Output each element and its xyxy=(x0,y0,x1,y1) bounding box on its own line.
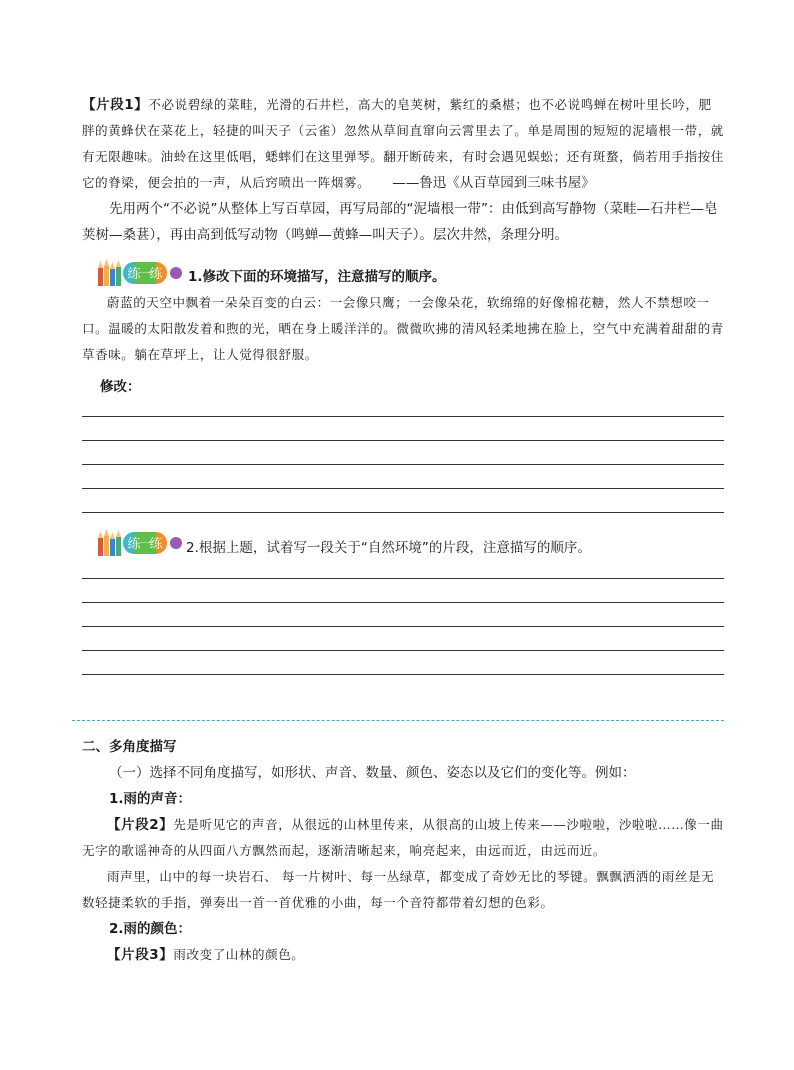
fragment-1-paragraph xyxy=(82,92,724,196)
pencils-icon xyxy=(96,528,184,558)
svg-text:练: 练 xyxy=(149,267,163,282)
revise-label: 修改： xyxy=(100,379,141,395)
fragment-2-paragraph xyxy=(82,812,724,864)
fragment-1-source: ——鲁迅《从百草园到三味书屋》 xyxy=(392,175,595,191)
fragment-3-paragraph xyxy=(82,942,724,968)
section-2-heading: 二、多角度描写 xyxy=(82,739,177,755)
pencils-icon xyxy=(96,258,184,288)
fragment-1-text: 不必说碧绿的菜畦，光滑的石井栏，高大的皂荚树，紫红的桑椹；也不必说鸣蝉在树叶里长吟，肥胖的黄蜂伏在菜花上，轻捷的叫天子（云雀）忽然从草间直窜向云霄里去了。单是周围的短短的泥墙根一带，就有无限趣味。油蛉在这里低唱，蟋蟀们在这里弹琴。翻开断砖来，有时会遇见蜈蚣；还有斑蝥，倘若用手指按住它的脊梁，便会拍的一声，从后窍喷出一阵烟雾。 xyxy=(82,97,724,190)
svg-text:一: 一 xyxy=(138,267,152,282)
answer-line[interactable] xyxy=(82,650,724,651)
fragment-2-label: 【片段2】 xyxy=(107,817,174,833)
task-2-title: 2.根据上题，试着写一段关于“自然环境”的片段，注意描写的顺序。 xyxy=(186,540,591,556)
answer-line[interactable] xyxy=(82,464,724,465)
answer-line[interactable] xyxy=(82,512,724,513)
fragment-3-label: 【片段3】 xyxy=(107,947,174,963)
fragment-1-analysis: 先用两个“不必说”从整体上写百草园，再写局部的“泥墙根一带”：由低到高写静物（菜畦—石井栏—皂荚树—桑葚），再由高到低写动物（鸣蝉—黄蜂—叫天子）。层次井然，条理分明。 xyxy=(82,201,718,243)
task-1-title: 1.修改下面的环境描写，注意描写的顺序。 xyxy=(188,269,446,285)
answer-line[interactable] xyxy=(82,416,724,417)
svg-text:练: 练 xyxy=(127,267,141,282)
svg-text:练: 练 xyxy=(149,537,163,552)
answer-line[interactable] xyxy=(82,488,724,489)
rain-sound-heading: 1.雨的声音： xyxy=(109,791,192,807)
fragment-1-label: 【片段1】 xyxy=(82,97,149,113)
section-2-intro: （一）选择不同角度描写，如形状、声音、数量、颜色、姿态以及它们的变化等。例如： xyxy=(109,765,636,781)
answer-line[interactable] xyxy=(82,626,724,627)
practice-badge-1 xyxy=(96,258,184,288)
answer-line[interactable] xyxy=(82,602,724,603)
fragment-2-text: 先是听见它的声音，从很远的山林里传来，从很高的山坡上传来——沙啦啦，沙啦啦……像一曲无字的歌谣神奇的从四面八方飘然而起，逐渐清晰起来，响亮起来，由远而近，由远而近。 xyxy=(82,817,724,858)
fragment-2-text-2: 雨声里，山中的每一块岩石、 每一片树叶、每一丛绿草，都变成了奇妙无比的琴键。飘飘洒洒的雨丝是无数轻捷柔软的手指，弹奏出一首一首优雅的小曲，每一个音符都带着幻想的色彩。 xyxy=(82,869,715,910)
task-1-text: 蔚蓝的天空中飘着一朵朵百变的白云：一会像只鹰；一会像朵花，软绵绵的好像棉花糖，然人不禁想咬一口。温暖的太阳散发着和煦的光，晒在身上暖洋洋的。微微吹拂的清风轻柔地拂在脸上，空气中充满着甜甜的青草香味。躺在草坪上，让人觉得很舒服。 xyxy=(82,295,724,362)
svg-text:一: 一 xyxy=(138,537,152,552)
answer-line[interactable] xyxy=(82,674,724,675)
fragment-3-text: 雨改变了山林的颜色。 xyxy=(173,947,305,962)
answer-line[interactable] xyxy=(82,578,724,579)
svg-text:练: 练 xyxy=(127,537,141,552)
rain-color-heading: 2.雨的颜色： xyxy=(109,921,192,937)
practice-badge-2 xyxy=(96,528,184,558)
answer-line[interactable] xyxy=(82,440,724,441)
section-divider xyxy=(72,720,724,721)
